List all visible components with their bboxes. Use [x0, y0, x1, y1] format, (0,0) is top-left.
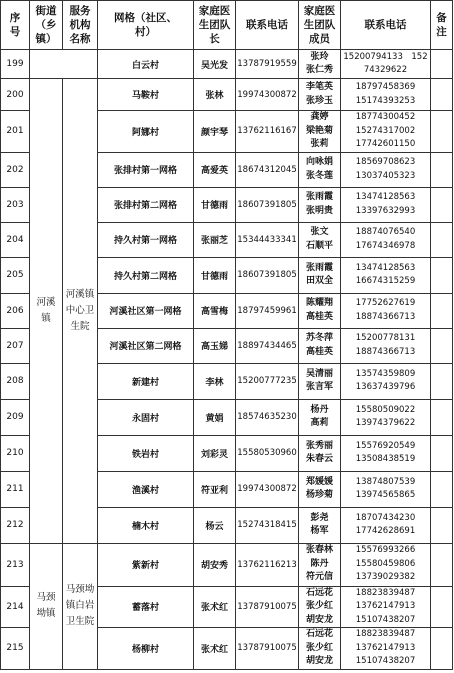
cell-line: 18707434230 — [355, 512, 416, 523]
header-phone: 联系电话 — [236, 1, 299, 50]
row-number: 203 — [1, 187, 30, 222]
row-number: 207 — [1, 328, 30, 363]
row-number: 213 — [1, 543, 30, 586]
cell-line: 马颈 — [36, 592, 56, 603]
header-org: 服务 机构 名称 — [63, 1, 98, 50]
cell-line: 13397632993 — [355, 205, 416, 216]
remark-cell — [431, 507, 453, 543]
cell-line: 张言军 — [305, 382, 333, 392]
cell-line: 18874366713 — [355, 346, 416, 357]
header-members: 家庭医 生团队 成员 — [299, 1, 341, 50]
cell-line: 张少红 — [305, 601, 333, 611]
cell-line: 张雨霞 — [305, 192, 333, 202]
cell-line: 13574359809 — [355, 368, 416, 379]
cell-line: 陈丹 — [310, 558, 329, 569]
cell-line: 向咏娟 — [305, 157, 333, 167]
grid-name: 新建村 — [98, 363, 194, 399]
grid-name: 马鞍村 — [98, 79, 194, 111]
cell-line: 17742628691 — [355, 526, 416, 536]
member-names — [299, 399, 341, 435]
cell-line: 中心卫 — [65, 304, 95, 316]
leader-phone: 13762116167 — [236, 111, 299, 153]
grid-name: 河溪社区第一网格 — [98, 293, 194, 328]
header-member-phones: 联系电话 — [341, 1, 431, 50]
leader-name: 胡安秀 — [194, 543, 236, 586]
cell-line: 15576993266 — [355, 545, 416, 556]
leader-name: 杨云 — [194, 507, 236, 543]
cell-line: 13762147913 — [355, 601, 416, 611]
cell-line: 13762147913 — [355, 642, 416, 653]
grid-name: 蓄落村 — [98, 586, 194, 628]
member-names — [299, 363, 341, 399]
member-names — [299, 543, 341, 586]
grid-name: 白云村 — [98, 50, 194, 79]
cell-line: 龚婷 — [310, 112, 329, 122]
cell-line: 15274317002 — [355, 125, 416, 136]
member-phones — [341, 293, 431, 328]
cell-line: 吴清丽 — [305, 368, 333, 379]
member-phones — [341, 507, 431, 543]
remark-cell — [431, 257, 453, 293]
header-leader: 家庭医 生团队 长 — [194, 1, 236, 50]
cell-line: 生院 — [70, 320, 90, 332]
leader-phone: 15580530960 — [236, 435, 299, 471]
cell-line: 胡安龙 — [305, 656, 333, 666]
cell-line: 13508438519 — [355, 454, 416, 464]
row-number: 212 — [1, 507, 30, 543]
header-no: 序 号 — [1, 1, 30, 50]
leader-phone: 13787919559 — [236, 50, 299, 79]
member-names — [299, 50, 341, 79]
member-phones — [341, 257, 431, 293]
cell-line: 高莉 — [310, 418, 329, 428]
org-cell — [63, 543, 98, 669]
cell-line: 13037405323 — [355, 170, 416, 181]
cell-line: 18823839487 — [355, 587, 416, 598]
member-phones — [341, 363, 431, 399]
row-number: 211 — [1, 471, 30, 507]
cell-line: 17752627619 — [355, 298, 416, 308]
cell-line: 田双全 — [305, 276, 333, 286]
remark-cell — [431, 152, 453, 187]
cell-line: 15576920549 — [355, 440, 416, 451]
row-number: 202 — [1, 152, 30, 187]
cell-line: 石远花 — [305, 587, 333, 598]
grid-name: 杨柳村 — [98, 628, 194, 670]
remark-cell — [431, 79, 453, 111]
cell-line: 13474128563 — [355, 262, 416, 273]
leader-phone: 18574635230 — [236, 399, 299, 435]
member-phones — [341, 586, 431, 628]
row-number: 199 — [1, 50, 30, 79]
cell-line: 石顺平 — [305, 240, 333, 251]
row-number: 204 — [1, 222, 30, 257]
cell-line: 石远花 — [305, 629, 333, 639]
leader-name: 张术红 — [194, 586, 236, 628]
remark-cell — [431, 111, 453, 153]
cell-line: 张珍玉 — [305, 95, 333, 106]
leader-name: 高玉娣 — [194, 328, 236, 363]
grid-name: 铁岩村 — [98, 435, 194, 471]
header-row — [1, 1, 453, 50]
cell-line: 彭尧 — [310, 512, 329, 523]
remark-cell — [431, 471, 453, 507]
street-cell-blank — [30, 50, 98, 79]
cell-line: 18774300452 — [355, 112, 416, 122]
remark-cell — [431, 222, 453, 257]
member-names — [299, 152, 341, 187]
cell-line: 15107438207 — [355, 614, 416, 625]
header-grid: 网格（社区、 村） — [98, 1, 194, 50]
cell-line: 18874076540 — [355, 227, 416, 237]
cell-line: 张文 — [310, 227, 329, 237]
leader-phone: 18897434465 — [236, 328, 299, 363]
cell-line: 18569708623 — [355, 157, 416, 167]
leader-phone: 19974300872 — [236, 471, 299, 507]
remark-cell — [431, 586, 453, 628]
cell-line: 16674315259 — [355, 276, 416, 286]
member-names — [299, 187, 341, 222]
leader-name: 符亚利 — [194, 471, 236, 507]
cell-line: 胡安龙 — [305, 614, 333, 625]
leader-phone: 15200777235 — [236, 363, 299, 399]
member-names — [299, 471, 341, 507]
member-names — [299, 586, 341, 628]
cell-line: 张玲 — [310, 51, 329, 62]
leader-name: 李林 — [194, 363, 236, 399]
member-names — [299, 507, 341, 543]
remark-cell — [431, 399, 453, 435]
cell-line: 13974379622 — [355, 418, 416, 428]
cell-line: 符元信 — [305, 572, 333, 583]
cell-line: 朱春云 — [305, 454, 333, 464]
header-street: 街道（乡 镇） — [30, 1, 63, 50]
cell-line: 河溪 — [36, 296, 56, 308]
street-cell — [30, 543, 63, 669]
table-row — [1, 79, 453, 111]
leader-name: 张林 — [194, 79, 236, 111]
member-names — [299, 79, 341, 111]
leader-phone: 18607391805 — [236, 257, 299, 293]
member-phones — [341, 111, 431, 153]
street-cell — [30, 79, 63, 544]
cell-line: 74329622 — [363, 65, 408, 75]
cell-line: 15174393253 — [355, 95, 416, 106]
member-names — [299, 222, 341, 257]
member-phones — [341, 79, 431, 111]
cell-line: 13474128563 — [355, 192, 416, 202]
leader-name: 高爱英 — [194, 152, 236, 187]
cell-line: 镇 — [41, 312, 51, 324]
leader-name: 张丽芝 — [194, 222, 236, 257]
cell-line: 郑媛媛 — [305, 476, 333, 487]
leader-name: 张术红 — [194, 628, 236, 670]
leader-name: 吴光发 — [194, 50, 236, 79]
cell-line: 张仁秀 — [305, 65, 333, 75]
cell-line: 杨珍菊 — [305, 490, 333, 500]
remark-cell — [431, 628, 453, 670]
member-phones — [341, 628, 431, 670]
row-number: 214 — [1, 586, 30, 628]
remark-cell — [431, 363, 453, 399]
leader-name: 高雪梅 — [194, 293, 236, 328]
leader-phone: 13787910075 — [236, 628, 299, 670]
row-number: 215 — [1, 628, 30, 670]
member-names — [299, 435, 341, 471]
member-names — [299, 293, 341, 328]
cell-line: 马颈坳 — [65, 584, 95, 595]
cell-line: 杨丹 — [310, 404, 329, 415]
member-phones — [341, 222, 431, 257]
cell-line: 15580509022 — [355, 404, 416, 415]
cell-line: 13637439796 — [355, 382, 416, 392]
leader-phone: 13787910075 — [236, 586, 299, 628]
remark-cell — [431, 50, 453, 79]
cell-line: 18823839487 — [355, 629, 416, 639]
cell-line: 镇白岩 — [65, 600, 95, 611]
member-names — [299, 111, 341, 153]
cell-line: 杨军 — [310, 526, 329, 536]
grid-name: 永固村 — [98, 399, 194, 435]
row-number: 205 — [1, 257, 30, 293]
cell-line: 陈耀翔 — [305, 298, 333, 308]
cell-line: 13974565865 — [355, 490, 416, 500]
cell-line: 高桂英 — [305, 346, 333, 357]
cell-line: 梁艳菊 — [305, 125, 333, 136]
cell-line: 卫生院 — [65, 616, 95, 627]
grid-name: 紫新村 — [98, 543, 194, 586]
leader-name: 颜宇琴 — [194, 111, 236, 153]
grid-name: 渔溪村 — [98, 471, 194, 507]
table-row — [1, 50, 453, 79]
cell-line: 15107438207 — [355, 656, 416, 666]
cell-line: 13739029382 — [355, 572, 416, 583]
table-row — [1, 543, 453, 586]
cell-line: 17742601150 — [355, 139, 416, 149]
grid-name: 张排村第二网格 — [98, 187, 194, 222]
leader-phone: 13762116213 — [236, 543, 299, 586]
remark-cell — [431, 543, 453, 586]
member-phones — [341, 152, 431, 187]
header-remark: 备 注 — [431, 1, 453, 50]
member-phones — [341, 187, 431, 222]
grid-name: 持久村第二网格 — [98, 257, 194, 293]
cell-line: 张雨霞 — [305, 262, 333, 273]
leader-phone: 18607391805 — [236, 187, 299, 222]
cell-line: 张莉 — [310, 139, 329, 149]
leader-phone: 15344433341 — [236, 222, 299, 257]
row-number: 206 — [1, 293, 30, 328]
member-names — [299, 328, 341, 363]
member-phones — [341, 328, 431, 363]
leader-name: 黄娟 — [194, 399, 236, 435]
leader-name: 甘德雨 — [194, 257, 236, 293]
cell-line: 高桂英 — [305, 311, 333, 322]
cell-line: 17674346978 — [355, 240, 416, 251]
cell-line: 张冬莲 — [305, 170, 333, 181]
leader-phone: 19974300872 — [236, 79, 299, 111]
cell-line: 张春林 — [305, 545, 333, 556]
leader-name: 甘德雨 — [194, 187, 236, 222]
leader-phone: 18674312045 — [236, 152, 299, 187]
remark-cell — [431, 293, 453, 328]
row-number: 208 — [1, 363, 30, 399]
member-names — [299, 628, 341, 670]
member-phones — [341, 543, 431, 586]
cell-line: 苏冬萍 — [305, 333, 333, 343]
cell-line: 18874366713 — [355, 311, 416, 322]
grid-name: 持久村第一网格 — [98, 222, 194, 257]
cell-line: 坳镇 — [36, 608, 56, 619]
cell-line: 张少红 — [305, 642, 333, 653]
row-number: 200 — [1, 79, 30, 111]
member-names — [299, 257, 341, 293]
member-phones — [341, 399, 431, 435]
remark-cell — [431, 435, 453, 471]
row-number: 209 — [1, 399, 30, 435]
grid-name: 河溪社区第二网格 — [98, 328, 194, 363]
row-number: 201 — [1, 111, 30, 153]
cell-line: 15200794133 152 — [343, 51, 428, 62]
member-phones — [341, 471, 431, 507]
cell-line: 13874807539 — [355, 476, 416, 487]
remark-cell — [431, 328, 453, 363]
cell-line: 15580459806 — [355, 558, 416, 569]
remark-cell — [431, 187, 453, 222]
grid-name: 张排村第一网格 — [98, 152, 194, 187]
cell-line: 15200778131 — [355, 333, 416, 343]
row-number: 210 — [1, 435, 30, 471]
org-cell — [63, 79, 98, 544]
cell-line: 18797458369 — [355, 82, 416, 92]
cell-line: 河溪镇 — [65, 288, 95, 300]
cell-line: 张秀丽 — [305, 440, 333, 451]
grid-name: 楠木村 — [98, 507, 194, 543]
leader-phone: 18797459961 — [236, 293, 299, 328]
cell-line: 张明贵 — [305, 205, 333, 216]
member-phones — [341, 50, 431, 79]
leader-name: 刘彩灵 — [194, 435, 236, 471]
member-phones — [341, 435, 431, 471]
cell-line: 李笔英 — [305, 82, 333, 92]
grid-name: 阿娜村 — [98, 111, 194, 153]
leader-phone: 15274318415 — [236, 507, 299, 543]
